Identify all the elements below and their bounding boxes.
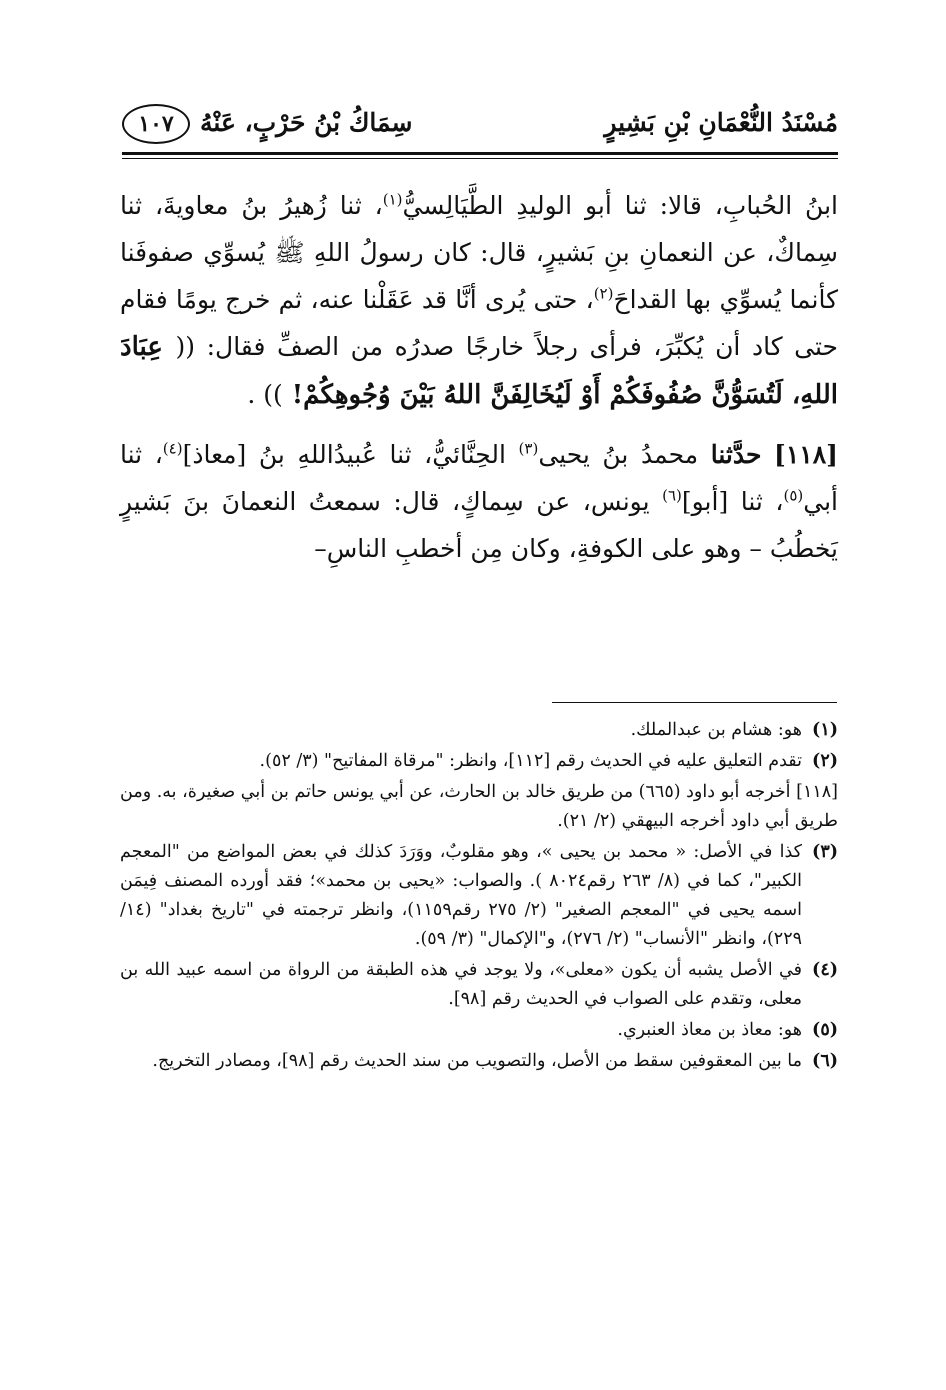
paragraph-continuation — [120, 182, 838, 419]
footnote-separator — [552, 702, 837, 703]
footnote-ref: (٦) — [662, 486, 682, 505]
page-number: ١٠٧ — [122, 104, 190, 144]
footnote-takhrij — [120, 778, 838, 836]
text-run: ، حتى يُرى أنَّا قد عَقَلْنا عنه، ثم خرج يومًا فقام حتى كاد أن يُكبِّرَ، فرأى رجلاً خارجًا صدرُه من الصفِّ فقال: (( — [120, 285, 838, 361]
footnote — [120, 838, 838, 954]
header-rule-thick — [122, 152, 838, 155]
running-header — [122, 100, 838, 150]
footnote — [120, 747, 838, 776]
footnote-number: (١) — [812, 720, 838, 740]
footnote-text: هو: هشام بن عبدالملك. — [630, 720, 802, 740]
footnote-text: كذا في الأصل: « محمد بن يحيى »، وهو مقلوبٌ، ووَرَدَ كذلك في بعض المواضع من "المعجم الكبير"، كما في (٨/ ٢٦٣ رقم٨٠٢٤ ). والصواب: «يحيى بن محمد»؛ فقد أورده المصنف فِيمَن اسمه يحيى في "المعجم الصغير" (٢/ ٢٧٥ رقم١١٥٩)، وانظر ترجمته في "تاريخ بغداد" (١٤/ ٢٢٩)، وانظر "الأنساب" (٢/ ٢٧٦)، و"الإكمال" (٣/ ٥٩). — [120, 842, 802, 949]
text-run: يونس، عن سِماكٍ، قال: سمعتُ النعمانَ بنَ بَشيرٍ يَخطُبُ – وهو على الكوفةِ، وكان مِن أخطبِ الناسِ– — [120, 487, 838, 563]
footnote-ref: (٣) — [518, 439, 539, 458]
footnote-ref: (٤) — [162, 439, 183, 458]
footnote-ref: (٥) — [783, 486, 804, 505]
text-run: ، ثنا زُهيرُ بنُ معاويةَ، ثنا سِماكٌ، عن النعمانِ بنِ بَشيرٍ، قال: كان رسولُ اللهِ ﷺ يُسوِّي صفوفَنا كأنما يُسوِّي بها القداحَ — [120, 191, 838, 314]
footnote-number: (٦) — [812, 1051, 838, 1071]
footnote — [120, 956, 838, 1014]
paragraph-hadith-118 — [120, 431, 838, 572]
footnote-text: أخرجه أبو داود (٦٦٥) من طريق خالد بن الحارث، عن أبي يونس حاتم بن أبي صغيرة، به. ومن طريق أبي داود أخرجه البيهقي (٢/ ٢١). — [120, 782, 838, 831]
footnote — [120, 716, 838, 745]
hadith-number: [١١٨] — [774, 440, 838, 469]
text-run: محمدُ بنُ يحيى — [538, 440, 699, 469]
text-run: الحِنَّائيُّ، ثنا عُبيدُاللهِ بنُ [معاذ] — [182, 440, 506, 469]
footnote-ref: (٢) — [593, 284, 614, 303]
footnote-number: (٣) — [812, 842, 838, 862]
footnote-text: تقدم التعليق عليه في الحديث رقم [١١٢]، وانظر: "مرقاة المفاتيح" (٣/ ٥٢). — [259, 751, 802, 771]
chapter-subject: سِمَاكُ بْنُ حَرْبٍ، عَنْهُ — [200, 108, 413, 137]
hadith-text: عِبَادَ اللهِ، لَتُسَوُّنَّ صُفُوفَكُمْ أَوْ لَيُخَالِفَنَّ اللهُ بَيْنَ وُجُوهِكُمْ! — [120, 332, 838, 410]
haddathana-word: حدَّثنا — [710, 440, 762, 469]
footnote-text: في الأصل يشبه أن يكون «معلى»، ولا يوجد في هذه الطبقة من الرواة من اسمه عبيد الله بن معلى، وتقدم على الصواب في الحديث رقم [٩٨]. — [120, 960, 802, 1009]
text-run: ، ثنا [أبو] — [681, 487, 784, 516]
footnote-number: (٤) — [812, 960, 838, 980]
footnote-ref: (١) — [382, 190, 403, 209]
footnote-text: ما بين المعقوفين سقط من الأصل، والتصويب من سند الحديث رقم [٩٨]، ومصادر التخريج. — [152, 1051, 802, 1071]
footnotes — [120, 716, 838, 1078]
book-title: مُسْنَدُ النُّعْمَانِ بْنِ بَشِيرٍ — [604, 108, 838, 137]
footnote-number: [١١٨] — [796, 782, 838, 802]
footnote — [120, 1047, 838, 1076]
text-run: )) . — [247, 380, 283, 409]
footnote — [120, 1016, 838, 1045]
text-run: ، ثنا أبي — [120, 440, 838, 516]
text-run: ابنُ الحُبابِ، قالا: ثنا أبو الوليدِ الطَّيَالِسيُّ — [402, 191, 838, 220]
footnote-text: هو: معاذ بن معاذ العنبري. — [617, 1020, 802, 1040]
footnote-number: (٥) — [812, 1020, 838, 1040]
footnote-number: (٢) — [812, 751, 838, 771]
header-rule-thin — [122, 158, 838, 159]
main-text — [120, 182, 838, 584]
